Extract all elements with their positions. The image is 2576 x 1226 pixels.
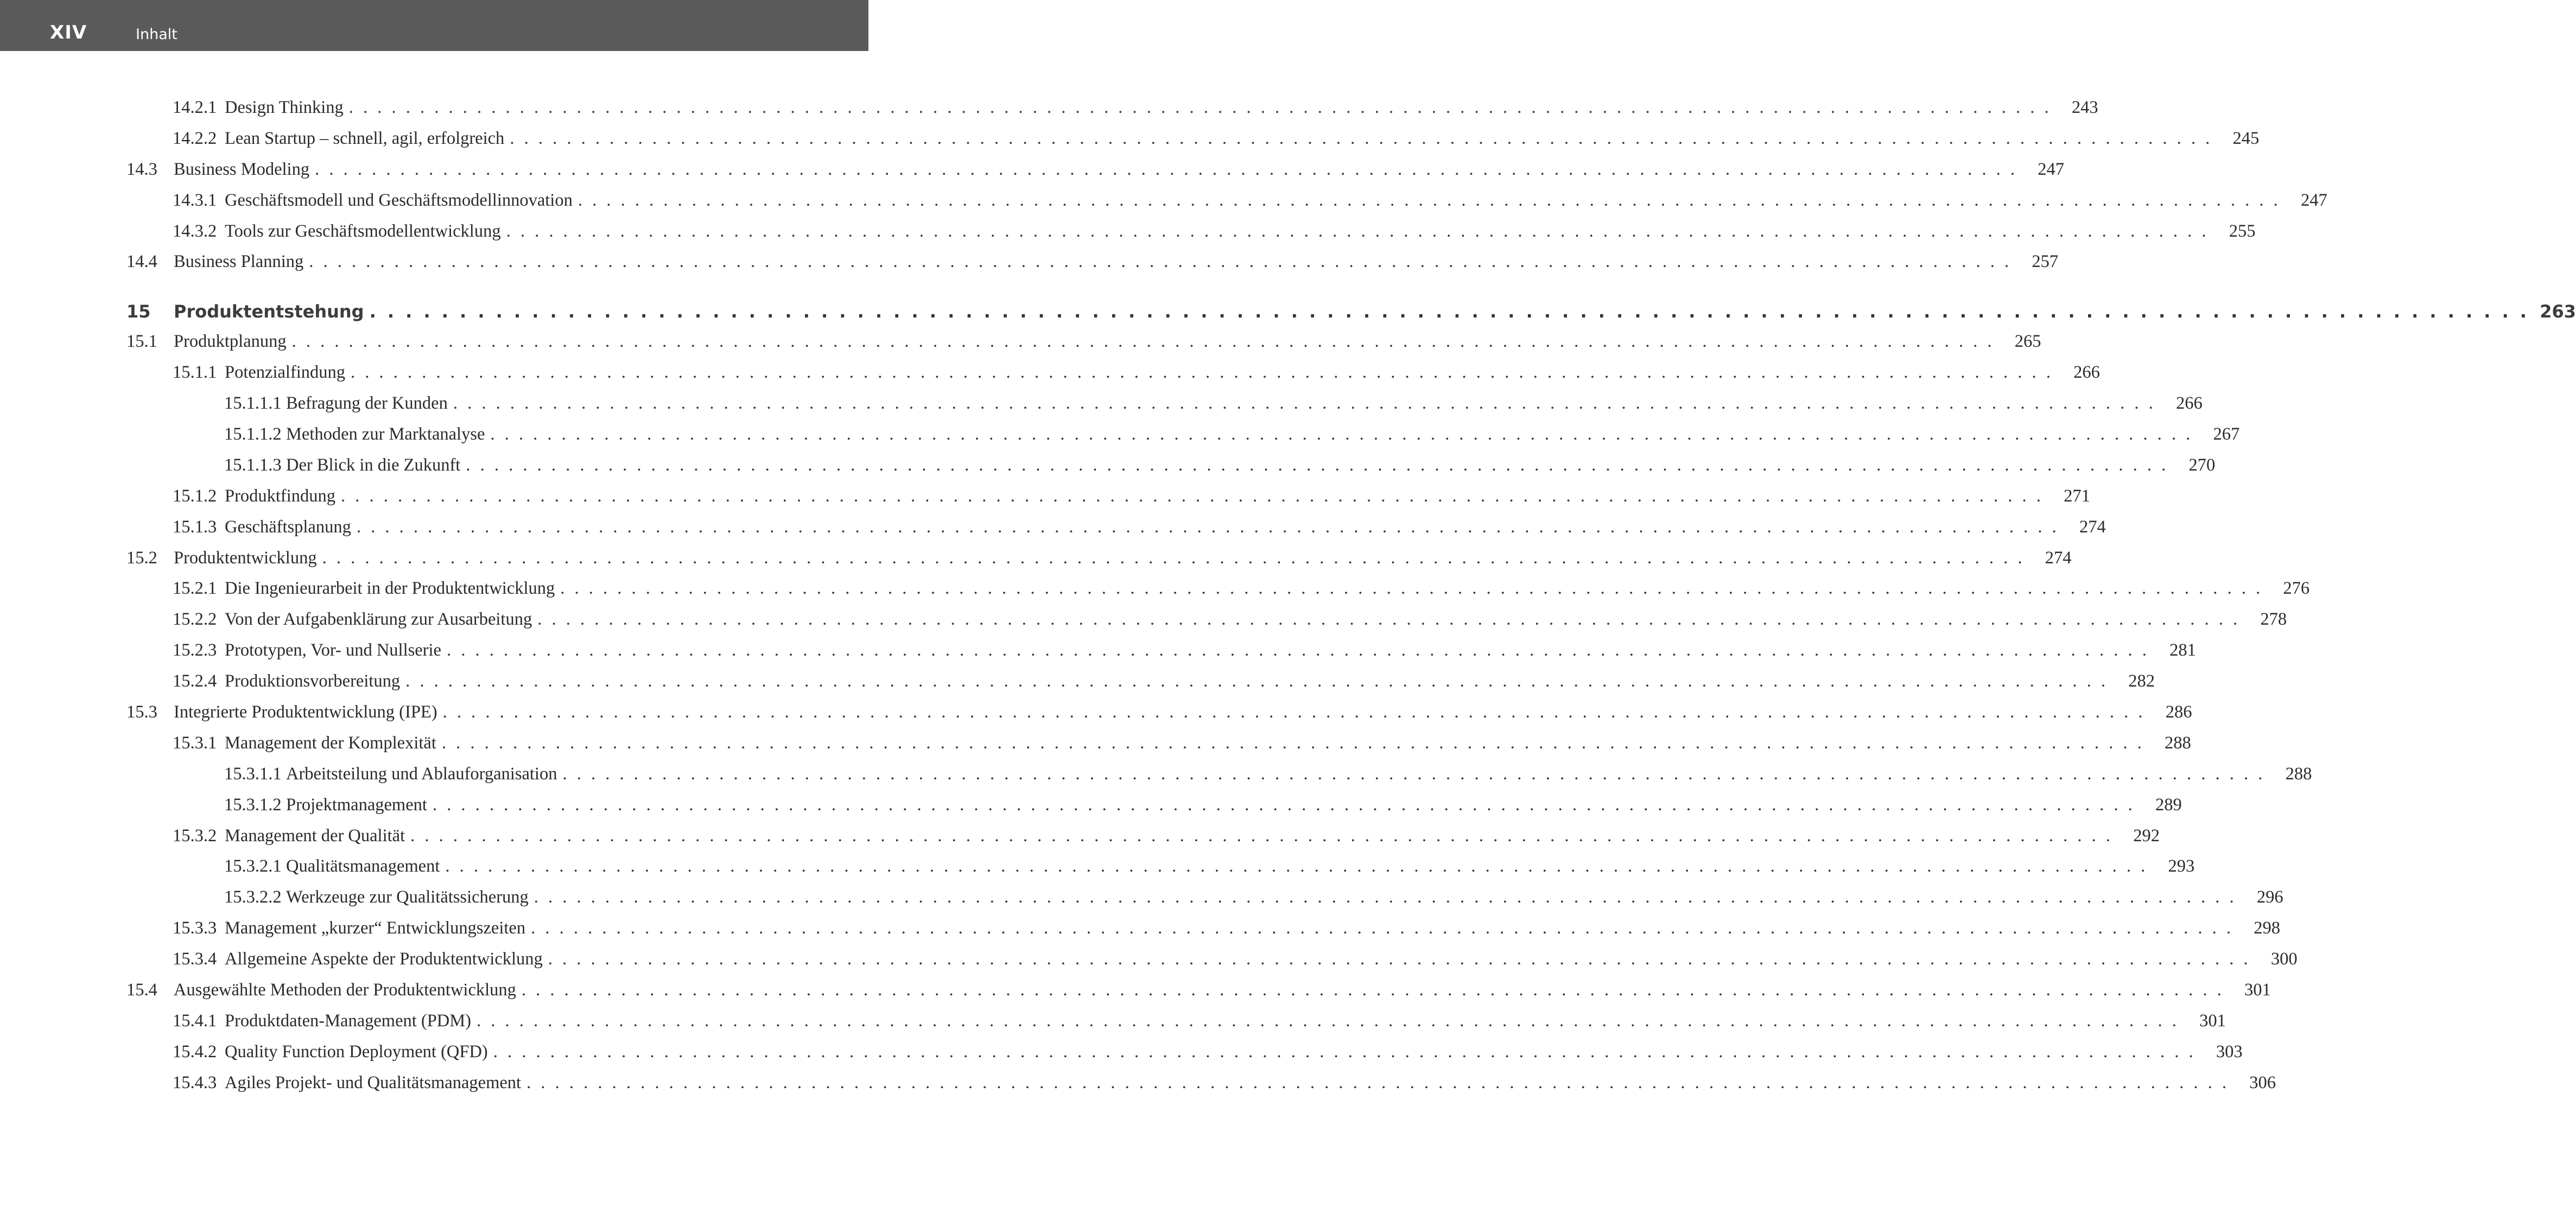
entry-page-number: 266	[2175, 393, 2203, 414]
toc-entry	[0, 609, 2287, 640]
page-header	[0, 0, 868, 51]
entry-number: 15.1.1.2	[224, 424, 282, 444]
toc-entry	[0, 455, 2216, 486]
toc-entry	[0, 733, 2191, 764]
entry-number: 15.1.1.1	[224, 393, 282, 414]
dot-leader: . . . . . . . . . . . . . . . . . . . . . . . . . . . . . . . . . . . . . . . . . . . . . . . . . . . . . . . . . . . . . . . . . . . . . . . . . . . . . . . . . . . . . . . . . . . . . . . . . . . . . . . . . . . . . . . . . . . . . . . .	[506, 221, 2209, 241]
entry-page-number: 276	[2283, 579, 2310, 599]
entry-page-number: 301	[2244, 980, 2271, 1000]
entry-title: Management der Qualität	[225, 825, 405, 846]
entry-title: Ausgewählte Methoden der Produktentwicklung	[174, 980, 516, 1000]
table-of-contents	[0, 98, 2576, 1104]
entry-page-number: 286	[2165, 702, 2192, 722]
entry-page-number: 293	[2168, 856, 2195, 876]
entry-page-number: 303	[2216, 1041, 2243, 1062]
toc-chapter-entry	[0, 301, 2576, 332]
dot-leader: . . . . . . . . . . . . . . . . . . . . . . . . . . . . . . . . . . . . . . . . . . . . . . . . . . . . . . . . . . . . . . . . . . . . . . . . . . . . . . . . . . . . . . . . . . . . . . . . . . . . . . . . . . . . . . . . . . . . . . . .	[432, 795, 2135, 815]
entry-title: Design Thinking	[225, 98, 344, 117]
toc-entry	[0, 1072, 2276, 1104]
entry-title: Methoden zur Marktanalyse	[286, 424, 485, 444]
dot-leader: . . . . . . . . . . . . . . . . . . . . . . . . . . . . . . . . . . . . . . . . . . . . . . . . . . . . . . . . . . . . . . . . . . . . . . . . . . . . . . . . . . . . . . . . . . . . . . . . . . . . . . . . . . . . . . . . . . . . . . . .	[477, 1011, 2179, 1031]
page-number: XIV	[50, 22, 87, 43]
dot-leader: . . . . . . . . . . . . . . . . . . . . . . . . . . . . . . . . . . . . . . . . . . . . . . . . . . . . . . . . . . . . . . . . . . . . . . . . . . . . . . . . . . . . . . . . . . . . . . . . . . . . . . . . . . . . . . . . . . . . . . . .	[351, 363, 2053, 383]
entry-number: 15.2.1	[173, 579, 217, 599]
entry-number: 15.2.2	[173, 609, 217, 630]
toc-entry	[0, 159, 2064, 190]
entry-number: 15.1.3	[173, 517, 217, 537]
entry-title: Prototypen, Vor- und Nullserie	[225, 640, 441, 660]
dot-leader: . . . . . . . . . . . . . . . . . . . . . . . . . . . . . . . . . . . . . . . . . . . . . . . . . . . . . . . . . . . . . . . . . . . . . . . . . . . . . . . . . . . . . . . . . . . . . . . . . . . . . . . . . . . . . . . . . . . . . . . .	[356, 517, 2059, 537]
dot-leader: . . . . . . . . . . . . . . . . . . . . . . . . . . . . . . . . . . . . . . . . . . . . . . . . . . . . . . . . . . . . . . . . . . . . . . . . . . . . . . . . . . . . . . . . . . . . . . . . . . . . . . . . . . . . . . . . . . . . . . . .	[548, 949, 2251, 969]
dot-leader: . . . . . . . . . . . . . . . . . . . . . . . . . . . . . . . . . . . . . . . . . . . . . . . . . . . . . . . . . . . . . . . . . . . . . . . . . . . . . . . . . . . . . . . . . . . . . . . . . . . . . . . . . . . . . . . . . . . . . . . .	[490, 424, 2193, 444]
toc-entry	[0, 1041, 2243, 1073]
entry-number: 15.3.1.1	[224, 764, 282, 784]
entry-number: 15.3.1	[173, 733, 217, 753]
entry-number: 15.2.3	[173, 640, 217, 660]
entry-page-number: 247	[2300, 190, 2327, 210]
toc-entry	[0, 424, 2240, 455]
dot-leader: . . . . . . . . . . . . . . . . . . . . . . . . . . . . . . . . . . . . . . . . . . . . . . . . . . . . . . . . . . . . . . . . . . . . . . . . . . . . . . . . . . . . . . . . . . . . . . . . . . . . . . . . . . . . . . . . . . . . . . . .	[510, 128, 2213, 148]
dot-leader: . . . . . . . . . . . . . . . . . . . . . . . . . . . . . . . . . . . . . . . . . . . . . . . . . . . . . . . . . . . . . . . . . . . . . . . . . . . . . . . . . . . . . . . . . . . . . . . . . . . . . . . . . . . . . . . . . . . . . . . .	[315, 159, 2017, 179]
entry-number: 15.3.2.1	[224, 856, 282, 876]
entry-title: Arbeitsteilung und Ablauforganisation	[286, 764, 557, 784]
entry-title: Business Planning	[174, 252, 304, 272]
dot-leader: . . . . . . . . . . . . . . . . . . . . . . . . . . . . . . . . . . . . . . . . . . . . . . . . . . . . . . . . . . . . . . . . . . . . . . . . . . . . . . . . . . . . . . . . . . . . . . . . . . . . . . . . . . . . . . . . . . . . . . . .	[526, 1072, 2229, 1092]
toc-entry	[0, 332, 2041, 363]
dot-leader: . . . . . . . . . . . . . . . . . . . . . . . . . . . . . . . . . . . . . . . . . . . . . . . . . . . . . . . . . . . . . . . . . . . . . . . . . . . . . . . . . . . . . . . . . . . . . . . . . . . . . . . . . . . . . . . . . . . . . . . .	[309, 252, 2012, 272]
dot-leader: . . . . . . . . . . . . . . . . . . . . . . . . . . . . . . . . . . . . . . . . . . . . . . . . . . . . . . . . . . . . . . . . . . . . . . . . . . . . . . . . . . . . . . . . . . . . . . . . . . . . . . . . . . . . . . . . . . . . . . . .	[562, 764, 2266, 784]
entry-number: 14.3.1	[173, 190, 217, 210]
toc-entry	[0, 579, 2310, 609]
entry-number: 15.1	[126, 332, 157, 352]
entry-page-number: 255	[2229, 221, 2256, 241]
dot-leader: . . . . . . . . . . . . . . . . . . . . . . . . . . . . . . . . . . . . . . . . . . . . . . . . . . . . . . . . . . . . . . . . . . . . . . . . . . . . . . . . . . . . . . . . . . . . . . . . . . . . . . . . . . . . . . . . . . . . . . . .	[348, 98, 2052, 117]
entry-page-number: 271	[2064, 486, 2090, 506]
entry-number: 15.2	[126, 548, 157, 568]
entry-number: 15.3.1.2	[224, 795, 282, 815]
entry-number: 14.3	[126, 159, 157, 179]
entry-page-number: 282	[2128, 671, 2155, 691]
entry-title: Der Blick in die Zukunft	[286, 455, 461, 475]
toc-entry	[0, 393, 2203, 424]
dot-leader: . . . . . . . . . . . . . . . . . . . . . . . . . . . . . . . . . . . . . . . . . . . . . . . . . . . . . . . . . . . . . . . . . . . . . . . . . . . . . . . . . . . . . . . . . . . . . . . . . . . . . . . . . . . . . . . . . . . . . . . .	[442, 702, 2146, 722]
entry-title: Produktdaten-Management (PDM)	[225, 1011, 472, 1031]
entry-title: Qualitätsmanagement	[286, 856, 440, 876]
toc-entry	[0, 887, 2283, 918]
entry-page-number: 288	[2285, 764, 2312, 784]
entry-number: 15	[126, 301, 151, 322]
entry-page-number: 265	[2014, 332, 2041, 352]
toc-entry	[0, 548, 2072, 579]
entry-number: 15.3.3	[173, 918, 217, 938]
entry-title: Integrierte Produktentwicklung (IPE)	[174, 702, 437, 722]
entry-page-number: 266	[2073, 363, 2100, 383]
entry-page-number: 288	[2165, 733, 2191, 753]
entry-title: Produktplanung	[174, 332, 287, 352]
entry-number: 15.4.3	[173, 1072, 217, 1092]
entry-title: Tools zur Geschäftsmodellentwicklung	[225, 221, 501, 241]
entry-number: 15.2.4	[173, 671, 217, 691]
entry-title: Management „kurzer“ Entwicklungszeiten	[225, 918, 526, 938]
dot-leader: . . . . . . . . . . . . . . . . . . . . . . . . . . . . . . . . . . . . . . . . . . . . . . . . . . . . . . . . . . . . . . . . . . . . . . . . . . . . . . . . . . . . . . . . . . . . . . . . . . . . . . . . . . . . . . . . . . . . . . . .	[291, 332, 1995, 352]
entry-page-number: 298	[2254, 918, 2280, 938]
entry-page-number: 257	[2032, 252, 2059, 272]
entry-number: 14.3.2	[173, 221, 217, 241]
dot-leader: . . . . . . . . . . . . . . . . . . . . . . . . . . . . . . . . . . . . . . . . . . . . . . . . . . . . . . . . . . . . . . . . . . . . . . . . . . . . . . . . . . . . . . . . . . . . . . . . . . . . . . . . . . . . . . . . . . . . . . . .	[537, 609, 2241, 630]
toc-entry	[0, 486, 2090, 517]
toc-entry	[0, 980, 2271, 1011]
entry-page-number: 281	[2169, 640, 2196, 660]
toc-entry	[0, 949, 2298, 980]
entry-title: Werkzeuge zur Qualitätssicherung	[286, 887, 529, 907]
entry-page-number: 267	[2213, 424, 2240, 444]
entry-title: Produktentwicklung	[174, 548, 317, 568]
entry-number: 15.1.2	[173, 486, 217, 506]
entry-number: 14.2.2	[173, 128, 217, 148]
entry-page-number: 247	[2038, 159, 2064, 179]
dot-leader: . . . . . . . . . . . . . . . . . . . . . . . . . . . . . . . . . . . . . . . . . . . . . . . . . . . . . . . . . . . . . . . . . . . . . . . . . . . . . . . . . . . . . . . . . . . . . . . . . . . . . . . . . . . . . . . . . . . . . . . .	[322, 548, 2025, 568]
toc-entry	[0, 1011, 2226, 1042]
entry-page-number: 296	[2256, 887, 2283, 907]
entry-title: Produktentstehung	[174, 301, 364, 322]
dot-leader: . . . . . . . . . . . . . . . . . . . . . . . . . . . . . . . . . . . . . . . . . . . . . . . . . . . . . . . . . . . . . . . . . . . . . . . . . . . . . . . . . . . . . . . . . . . . . . . . . . . . . . . . . . . . . . . . . . . . . . . .	[369, 301, 2530, 322]
entry-page-number: 274	[2079, 517, 2106, 537]
toc-entry	[0, 517, 2106, 548]
toc-entry	[0, 918, 2280, 949]
entry-page-number: 300	[2270, 949, 2298, 969]
entry-page-number: 301	[2199, 1011, 2226, 1031]
entry-page-number: 270	[2188, 455, 2216, 475]
toc-entry	[0, 702, 2192, 733]
entry-title: Produktfindung	[225, 486, 336, 506]
dot-leader: . . . . . . . . . . . . . . . . . . . . . . . . . . . . . . . . . . . . . . . . . . . . . . . . . . . . . . . . . . . . . . . . . . . . . . . . . . . . . . . . . . . . . . . . . . . . . . . . . . . . . . . . . . . . . . . . . . . . . . . .	[453, 393, 2156, 414]
dot-leader: . . . . . . . . . . . . . . . . . . . . . . . . . . . . . . . . . . . . . . . . . . . . . . . . . . . . . . . . . . . . . . . . . . . . . . . . . . . . . . . . . . . . . . . . . . . . . . . . . . . . . . . . . . . . . . . . . . . . . . . .	[493, 1041, 2196, 1062]
toc-entry	[0, 764, 2312, 795]
entry-number: 15.3.4	[173, 949, 217, 969]
entry-title: Projektmanagement	[286, 795, 427, 815]
entry-page-number: 243	[2071, 98, 2098, 117]
entry-page-number: 278	[2260, 609, 2287, 630]
dot-leader: . . . . . . . . . . . . . . . . . . . . . . . . . . . . . . . . . . . . . . . . . . . . . . . . . . . . . . . . . . . . . . . . . . . . . . . . . . . . . . . . . . . . . . . . . . . . . . . . . . . . . . . . . . . . . . . . . . . . . . . .	[521, 980, 2224, 1000]
toc-entry	[0, 98, 2098, 129]
entry-number: 15.3.2	[173, 825, 217, 846]
toc-entry	[0, 671, 2155, 702]
dot-leader: . . . . . . . . . . . . . . . . . . . . . . . . . . . . . . . . . . . . . . . . . . . . . . . . . . . . . . . . . . . . . . . . . . . . . . . . . . . . . . . . . . . . . . . . . . . . . . . . . . . . . . . . . . . . . . . . . . . . . . . .	[405, 671, 2109, 691]
dot-leader: . . . . . . . . . . . . . . . . . . . . . . . . . . . . . . . . . . . . . . . . . . . . . . . . . . . . . . . . . . . . . . . . . . . . . . . . . . . . . . . . . . . . . . . . . . . . . . . . . . . . . . . . . . . . . . . . . . . . . . . .	[410, 825, 2113, 846]
dot-leader: . . . . . . . . . . . . . . . . . . . . . . . . . . . . . . . . . . . . . . . . . . . . . . . . . . . . . . . . . . . . . . . . . . . . . . . . . . . . . . . . . . . . . . . . . . . . . . . . . . . . . . . . . . . . . . . . . . . . . . . .	[578, 190, 2281, 210]
dot-leader: . . . . . . . . . . . . . . . . . . . . . . . . . . . . . . . . . . . . . . . . . . . . . . . . . . . . . . . . . . . . . . . . . . . . . . . . . . . . . . . . . . . . . . . . . . . . . . . . . . . . . . . . . . . . . . . . . . . . . . . .	[446, 640, 2149, 660]
entry-title: Von der Aufgabenklärung zur Ausarbeitung	[225, 609, 532, 630]
entry-page-number: 306	[2249, 1072, 2276, 1092]
toc-entry	[0, 363, 2100, 393]
entry-title: Quality Function Deployment (QFD)	[225, 1041, 488, 1062]
entry-title: Lean Startup – schnell, agil, erfolgreich	[225, 128, 505, 148]
entry-page-number: 292	[2133, 825, 2160, 846]
entry-page-number: 289	[2155, 795, 2182, 815]
entry-number: 15.4.1	[173, 1011, 217, 1031]
toc-entry	[0, 640, 2196, 671]
entry-title: Produktionsvorbereitung	[225, 671, 401, 691]
toc-entry	[0, 190, 2327, 221]
entry-title: Management der Komplexität	[225, 733, 436, 753]
entry-page-number: 245	[2232, 128, 2260, 148]
entry-number: 15.4	[126, 980, 157, 1000]
toc-entry	[0, 128, 2260, 160]
entry-title: Die Ingenieurarbeit in der Produktentwicklung	[225, 579, 555, 599]
dot-leader: . . . . . . . . . . . . . . . . . . . . . . . . . . . . . . . . . . . . . . . . . . . . . . . . . . . . . . . . . . . . . . . . . . . . . . . . . . . . . . . . . . . . . . . . . . . . . . . . . . . . . . . . . . . . . . . . . . . . . . . .	[441, 733, 2144, 753]
entry-number: 15.1.1	[173, 363, 217, 383]
entry-page-number: 263	[2540, 301, 2576, 322]
running-head: Inhalt	[136, 26, 177, 43]
entry-number: 15.4.2	[173, 1041, 217, 1062]
entry-title: Befragung der Kunden	[286, 393, 448, 414]
dot-leader: . . . . . . . . . . . . . . . . . . . . . . . . . . . . . . . . . . . . . . . . . . . . . . . . . . . . . . . . . . . . . . . . . . . . . . . . . . . . . . . . . . . . . . . . . . . . . . . . . . . . . . . . . . . . . . . . . . . . . . . .	[531, 918, 2234, 938]
toc-entry	[0, 825, 2160, 857]
dot-leader: . . . . . . . . . . . . . . . . . . . . . . . . . . . . . . . . . . . . . . . . . . . . . . . . . . . . . . . . . . . . . . . . . . . . . . . . . . . . . . . . . . . . . . . . . . . . . . . . . . . . . . . . . . . . . . . . . . . . . . . .	[534, 887, 2237, 907]
dot-leader: . . . . . . . . . . . . . . . . . . . . . . . . . . . . . . . . . . . . . . . . . . . . . . . . . . . . . . . . . . . . . . . . . . . . . . . . . . . . . . . . . . . . . . . . . . . . . . . . . . . . . . . . . . . . . . . . . . . . . . . .	[445, 856, 2148, 876]
toc-entry	[0, 856, 2195, 887]
dot-leader: . . . . . . . . . . . . . . . . . . . . . . . . . . . . . . . . . . . . . . . . . . . . . . . . . . . . . . . . . . . . . . . . . . . . . . . . . . . . . . . . . . . . . . . . . . . . . . . . . . . . . . . . . . . . . . . . . . . . . . . .	[341, 486, 2044, 506]
entry-title: Geschäftsmodell und Geschäftsmodellinnovation	[225, 190, 573, 210]
entry-page-number: 274	[2045, 548, 2072, 568]
entry-number: 15.1.1.3	[224, 455, 282, 475]
toc-entry	[0, 252, 2059, 283]
entry-title: Potenzialfindung	[225, 363, 346, 383]
dot-leader: . . . . . . . . . . . . . . . . . . . . . . . . . . . . . . . . . . . . . . . . . . . . . . . . . . . . . . . . . . . . . . . . . . . . . . . . . . . . . . . . . . . . . . . . . . . . . . . . . . . . . . . . . . . . . . . . . . . . . . . .	[560, 579, 2263, 599]
entry-title: Business Modeling	[174, 159, 310, 179]
entry-title: Allgemeine Aspekte der Produktentwicklung	[225, 949, 543, 969]
toc-entry	[0, 221, 2256, 252]
dot-leader: . . . . . . . . . . . . . . . . . . . . . . . . . . . . . . . . . . . . . . . . . . . . . . . . . . . . . . . . . . . . . . . . . . . . . . . . . . . . . . . . . . . . . . . . . . . . . . . . . . . . . . . . . . . . . . . . . . . . . . . .	[466, 455, 2169, 475]
entry-number: 15.3	[126, 702, 157, 722]
entry-number: 14.2.1	[173, 98, 217, 117]
entry-number: 15.3.2.2	[224, 887, 282, 907]
toc-entry	[0, 795, 2182, 826]
entry-number: 14.4	[126, 252, 157, 272]
entry-title: Agiles Projekt- und Qualitätsmanagement	[225, 1072, 522, 1092]
entry-title: Geschäftsplanung	[225, 517, 351, 537]
